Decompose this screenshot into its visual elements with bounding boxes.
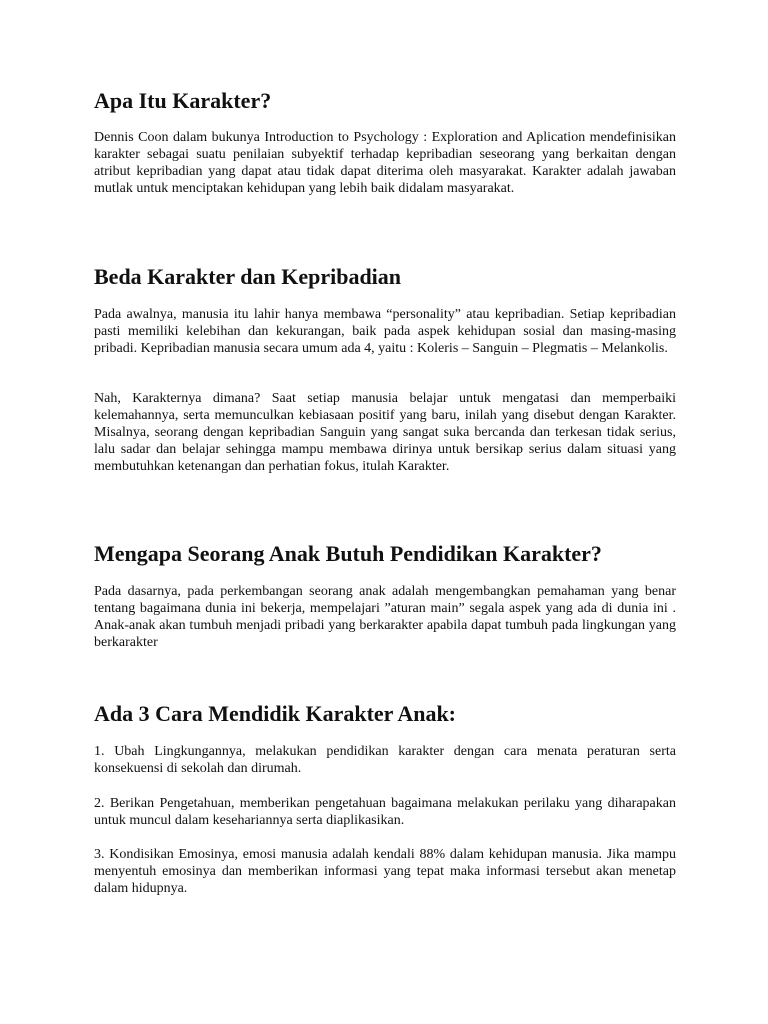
list-item: 3. Kondisikan Emosinya, emosi manusia adalah kendali 88% dalam kehidupan manusia. Jika mampu menyentuh emosinya dan memberikan informasi yang tepat maka informasi tersebut akan menetap dalam hidupnya. (94, 847, 676, 896)
section-heading: Beda Karakter dan Kepribadian (94, 264, 402, 289)
list-item: 2. Berikan Pengetahuan, memberikan pengetahuan bagaimana melakukan perilaku yang diharapakan untuk muncul dalam kesehariannya serta diaplikasikan. (94, 796, 676, 828)
section-paragraph: Nah, Karakternya dimana? Saat setiap manusia belajar untuk mengatasi dan memperbaiki kelemahannya, serta memunculkan kebiasaan positif yang baru, inilah yang disebut dengan Karakter. Misalnya, seorang dengan kepribadian Sanguin yang sangat suka bercanda dan terkesan tidak serius, lalu sadar dan belajar sehingga mampu membawa dirinya untuk bersikap serius dalam situasi yang membutuhkan ketenangan dan perhatian fokus, itulah Karakter. (94, 391, 676, 474)
section-paragraph: Pada awalnya, manusia itu lahir hanya membawa “personality” atau kepribadian. Setiap kepribadian pasti memiliki kelebihan dan kekurangan, baik pada aspek kehidupan sosial dan masing-masing pribadi. Kepribadian manusia secara umum ada 4, yaitu : Koleris – Sanguin – Plegmatis – Melankolis. (94, 307, 676, 356)
section-heading: Apa Itu Karakter? (94, 88, 272, 113)
section-heading: Mengapa Seorang Anak Butuh Pendidikan Karakter? (94, 541, 602, 566)
section-paragraph: Dennis Coon dalam bukunya Introduction to Psychology : Exploration and Aplication mendefinisikan karakter sebagai suatu penilaian subyektif terhadap kepribadian seseorang yang berkaitan dengan atribut kepribadian yang dapat atau tidak dapat diterima oleh masyarakat. Karakter adalah jawaban mutlak untuk menciptakan kehidupan yang lebih baik didalam masyarakat. (94, 130, 676, 196)
section-paragraph: Pada dasarnya, pada perkembangan seorang anak adalah mengembangkan pemahaman yang benar tentang bagaimana dunia ini bekerja, mempelajari ”aturan main” segala aspek yang ada di dunia ini . Anak-anak akan tumbuh menjadi pribadi yang berkarakter apabila dapat tumbuh pada lingkungan yang berkarakter (94, 584, 676, 650)
list-item: 1. Ubah Lingkungannya, melakukan pendidikan karakter dengan cara menata peraturan serta konsekuensi di sekolah dan dirumah. (94, 744, 676, 776)
section-heading: Ada 3 Cara Mendidik Karakter Anak: (94, 701, 457, 726)
